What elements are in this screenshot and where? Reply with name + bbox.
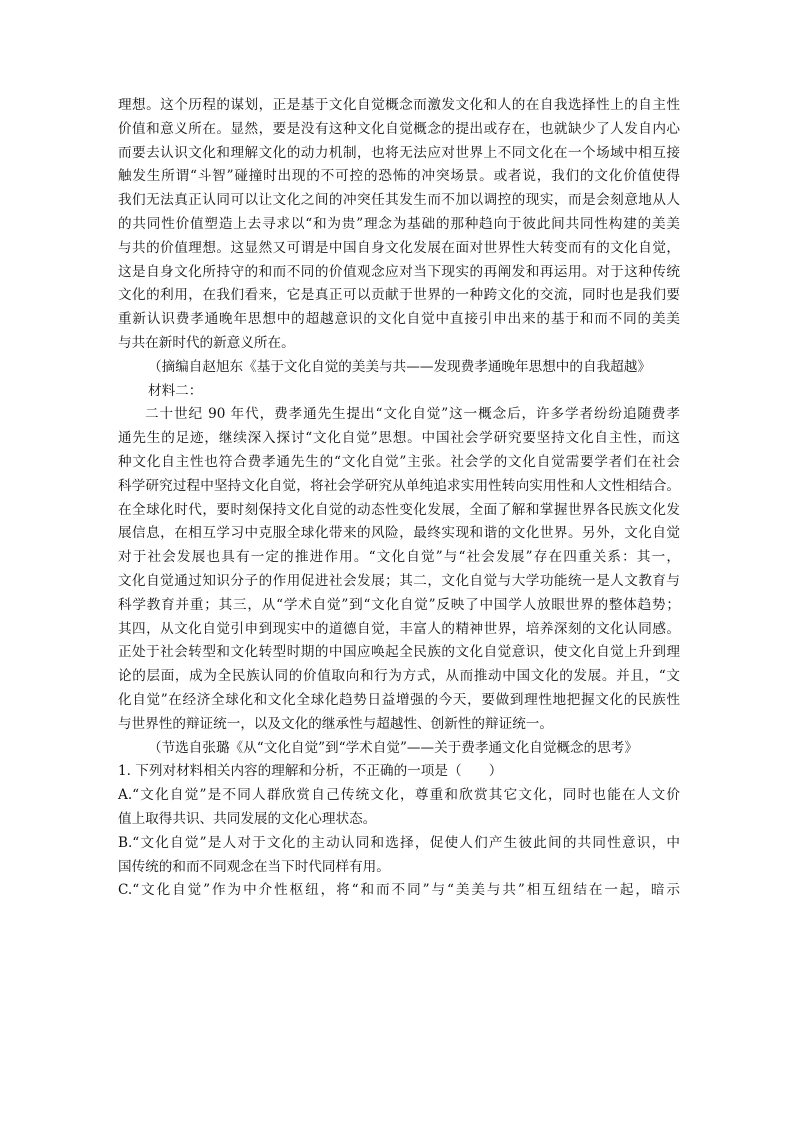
paragraph-line: 种文化自主性也符合费孝通先生的“文化自觉”主张。社会学的文化自觉需要学者们在社会	[118, 453, 680, 470]
option-b[interactable]	[118, 832, 680, 880]
option-c[interactable]	[118, 879, 680, 903]
paragraph-line: 科学研究过程中坚持文化自觉，将社会学研究从单纯追求实用性转向实用性和人文性相结合。	[118, 477, 680, 494]
question-1	[118, 760, 680, 903]
paragraph-line: 展信息，在相互学习中克服全球化带来的风险，最终实现和谐的文化世界。另外，文化自觉	[118, 525, 680, 542]
option-a[interactable]	[118, 784, 680, 832]
option-line: 值上取得共识、共同发展的文化心理状态。	[118, 810, 377, 827]
paragraph-line: 科学教育并重；其三，从“学术自觉”到“文化自觉”反映了中国学人放眼世界的整体趋势；	[118, 596, 680, 613]
paragraph-line: 价值和意义所在。显然，要是没有这种文化自觉概念的提出或存在，也就缺少了人发自内心	[118, 120, 680, 137]
paragraph-line: 化自觉”在经济全球化和文化全球化趋势日益增强的今天，要做到理性地把握文化的民族性	[118, 691, 680, 708]
paragraph-line: 我们无法真正认同可以让文化之间的冲突任其发生而不加以调控的现实，而是会刻意地从人	[118, 192, 680, 209]
document-page	[118, 94, 680, 903]
material-2	[118, 403, 680, 736]
option-line: B.“文化自觉”是人对于文化的主动认同和选择，促使人们产生彼此间的共同性意识，中	[118, 834, 680, 851]
paragraph-line: 文化自觉通过知识分子的作用促进社会发展；其二，文化自觉与大学功能统一是人文教育与	[118, 572, 680, 589]
option-line: 国传统的和而不同观念在当下时代同样有用。	[118, 858, 390, 875]
paragraph-line: 的共同性价值塑造上去寻求以“和为贵”理念为基础的那种趋向于彼此间共同性构建的美美	[118, 215, 680, 232]
paragraph-line: 论的层面，成为全民族认同的价值取向和行为方式，从而推动中国文化的发展。并且，“文	[118, 668, 680, 685]
paragraph-line: 二十世纪 90 年代，费孝通先生提出“文化自觉”这一概念后，许多学者纷纷追随费孝	[145, 406, 680, 423]
paragraph-line: 其四，从文化自觉引申到现实中的道德自觉，丰富人的精神世界，培养深刻的文化认同感。	[118, 620, 680, 637]
paragraph-line: 与世界性的辩证统一，以及文化的继承性与超越性、创新性的辩证统一。	[118, 715, 553, 732]
paragraph-line: 与共在新时代的新意义所在。	[118, 334, 295, 351]
paragraph-line: 而要去认识文化和理解文化的动力机制，也将无法应对世界上不同文化在一个场域中相互接	[118, 144, 680, 161]
paragraph-line: 文化的利用，在我们看来，它是真正可以贡献于世界的一种跨文化的交流，同时也是我们要	[118, 287, 680, 304]
source-citation-1: （摘编自赵旭东《基于文化自觉的美美与共——发现费孝通晚年思想中的自我超越》	[148, 358, 651, 375]
paragraph-line: 在全球化时代，要时刻保持文化自觉的动态性变化发展，全面了解和掌握世界各民族文化发	[118, 501, 680, 518]
option-line: A.“文化自觉”是不同人群欣赏自己传统文化，尊重和欣赏其它文化，同时也能在人文价	[118, 787, 680, 804]
paragraph-line: 理想。这个历程的谋划，正是基于文化自觉概念而激发文化和人的在自我选择性上的自主性	[118, 97, 680, 113]
paragraph-line: 正处于社会转型和文化转型时期的中国应唤起全民族的文化自觉意识，使文化自觉上升到理	[118, 644, 680, 661]
paragraph-line: 这是自身文化所持守的和而不同的价值观念应对当下现实的再阐发和再运用。对于这种传统	[118, 263, 680, 280]
question-stem: 1. 下列对材料相关内容的理解和分析，不正确的一项是（ ）	[118, 763, 503, 780]
source-citation-2: （节选自张璐《从“文化自觉”到“学术自觉”——关于费孝通文化自觉概念的思考》	[148, 739, 638, 756]
paragraph-line: 通先生的足迹，继续深入探讨“文化自觉”思想。中国社会学研究要坚持文化自主性，而这	[118, 430, 680, 447]
material-2-label: 材料二：	[148, 382, 203, 399]
paragraph-line: 与共的价值理想。这显然又可谓是中国自身文化发展在面对世界性大转变而有的文化自觉，	[118, 239, 680, 256]
paragraph-line: 触发生所谓“斗智”碰撞时出现的不可控的恐怖的冲突场景。或者说，我们的文化价值使得	[118, 168, 680, 185]
paragraph-line: 对于社会发展也具有一定的推进作用。“文化自觉”与“社会发展”存在四重关系：其一，	[118, 549, 680, 566]
material-1-continued	[118, 94, 680, 356]
option-line: C.“文化自觉”作为中介性枢纽，将“和而不同”与“美美与共”相互纽结在一起，暗示	[118, 882, 680, 899]
paragraph-line: 重新认识费孝通晚年思想中的超越意识的文化自觉中直接引申出来的基于和而不同的美美	[118, 311, 680, 328]
